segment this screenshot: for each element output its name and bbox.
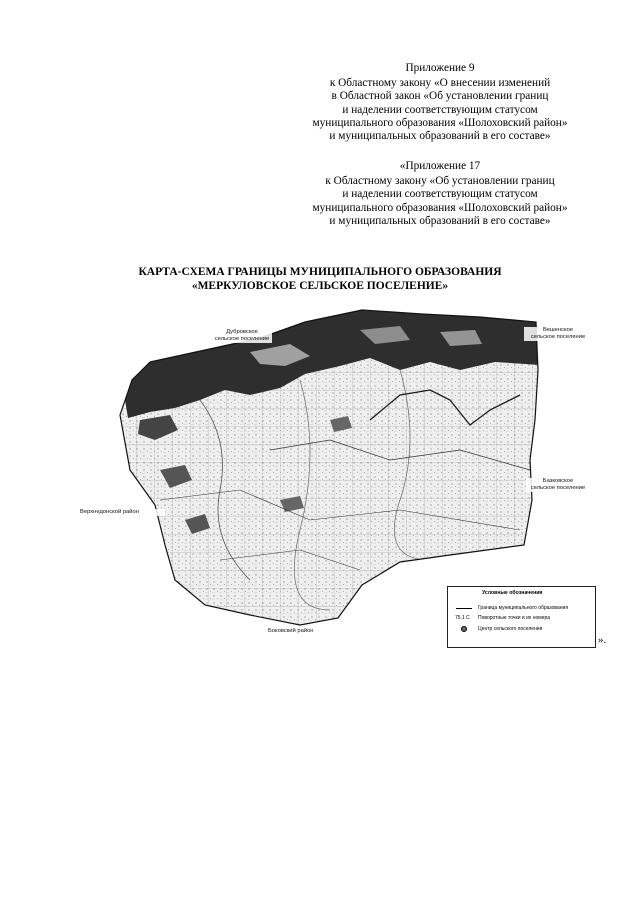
turn-point-code: 75.1 С bbox=[455, 615, 470, 621]
appendix-17-header bbox=[270, 160, 610, 228]
legend-item-center bbox=[454, 625, 592, 633]
legend-item-label: Центр сельского поселения bbox=[478, 626, 543, 632]
appendix-9-title: Приложение 9 bbox=[405, 62, 475, 74]
legend-item-label: Граница муниципального образования bbox=[478, 605, 569, 611]
closing-quote-mark: ». bbox=[598, 634, 607, 646]
appendix-9-line: муниципального образования «Шолоховский район» bbox=[312, 116, 568, 129]
map-legend bbox=[447, 586, 596, 648]
neighbor-label-bokovsky: Боковский район bbox=[268, 628, 348, 635]
neighbor-label-bazkovskoe bbox=[526, 478, 590, 492]
turn-point-icon bbox=[454, 614, 474, 622]
legend-item-boundary bbox=[454, 604, 592, 612]
appendix-9-line: и муниципальных образований в его составе» bbox=[329, 130, 551, 143]
legend-item-label: Поворотные точки и их номера bbox=[478, 615, 551, 621]
neighbor-label-verkhnedonskoy: Верхнедонской район bbox=[80, 509, 165, 516]
map-title-line-1: КАРТА-СХЕМА ГРАНИЦЫ МУНИЦИПАЛЬНОГО ОБРАЗОВАНИЯ bbox=[138, 266, 502, 278]
boundary-line-icon bbox=[454, 604, 474, 612]
neighbor-label-line: Базковское bbox=[542, 478, 574, 484]
legend-title: Условные обозначения bbox=[482, 590, 543, 596]
appendix-17-title: «Приложение 17 bbox=[399, 160, 481, 172]
appendix-9-line: в Областной закон «Об установлении границ bbox=[331, 90, 549, 103]
appendix-9-line: и наделении соответствующим статусом bbox=[342, 103, 538, 116]
neighbor-label-line: сельское поселение bbox=[214, 336, 270, 342]
appendix-9-header bbox=[270, 62, 610, 143]
neighbor-label-veshenskoe bbox=[524, 327, 592, 341]
appendix-17-line: и наделении соответствующим статусом bbox=[342, 188, 538, 201]
neighbor-label-line: Дубровское bbox=[226, 329, 258, 335]
legend-item-turn-points bbox=[454, 614, 592, 622]
map-title bbox=[20, 265, 620, 293]
appendix-17-line: муниципального образования «Шолоховский район» bbox=[312, 201, 568, 214]
appendix-17-line: и муниципальных образований в его составе» bbox=[329, 214, 551, 227]
appendix-17-line: к Областному закону «Об установлении границ bbox=[325, 175, 555, 188]
neighbor-label-line: сельское поселение bbox=[530, 485, 586, 491]
neighbor-label-dubrovskoe bbox=[212, 329, 272, 343]
neighbor-label-line: Вешенское bbox=[542, 327, 574, 333]
neighbor-label-line: сельское поселение bbox=[530, 334, 586, 340]
appendix-9-line: к Областному закону «О внесении изменений bbox=[329, 77, 551, 90]
settlement-center-icon bbox=[454, 625, 474, 633]
map-title-line-2: «МЕРКУЛОВСКОЕ СЕЛЬСКОЕ ПОСЕЛЕНИЕ» bbox=[191, 280, 449, 292]
